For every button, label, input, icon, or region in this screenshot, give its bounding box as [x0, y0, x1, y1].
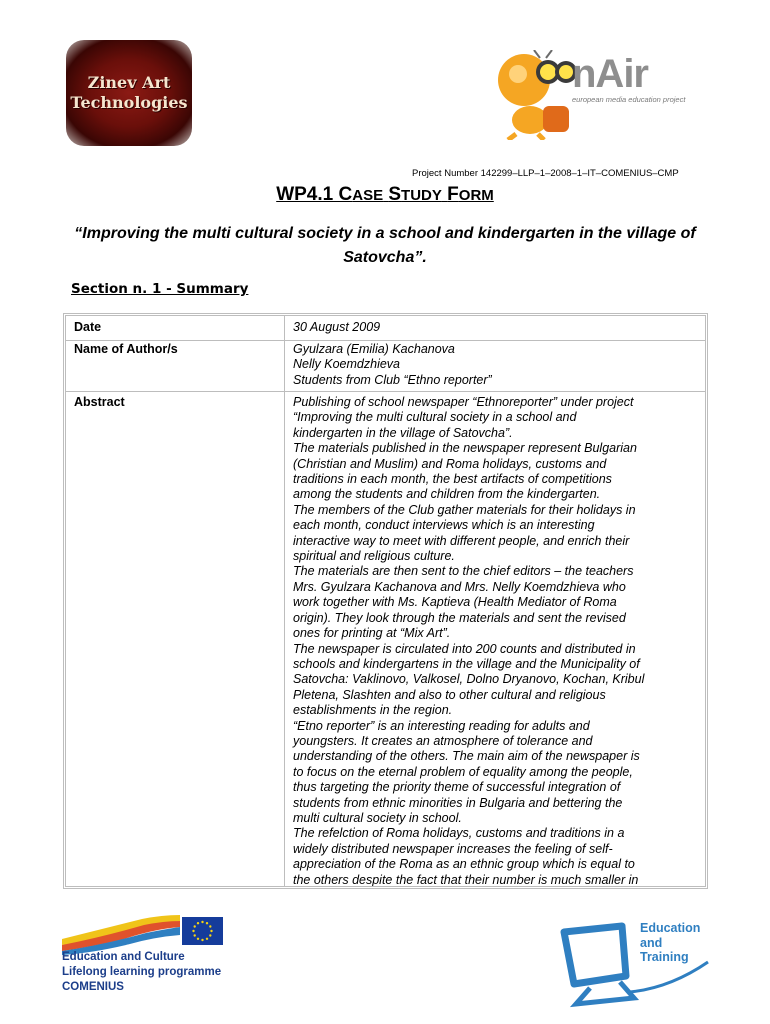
et-line: Training [640, 950, 689, 964]
project-subtitle: “Improving the multi cultural society in a school and kindergarten in the village of Satovcha”. [74, 225, 696, 266]
abstract-line: The materials published in the newspaper represent Bulgarian [293, 441, 637, 456]
zinev-logo-line-2: Technologies [70, 93, 188, 112]
project-number: Project Number 142299–LLP–1–2008–1–IT–COMENIUS–CMP [412, 168, 679, 179]
abstract-line: understanding of the others. The main aim of the newspaper is [293, 749, 640, 764]
abstract-line: each month, conduct interviews which is an interesting [293, 518, 595, 533]
author-list [293, 342, 699, 388]
abstract-line: widely distributed newspaper increases the feeling of self- [293, 841, 613, 856]
abstract-line: kindergarten in the village of Satovcha”. [293, 425, 513, 440]
abstract-line: Pletena, Slashten and also to other cultural and religious [293, 687, 606, 702]
abstract-label: Abstract [74, 395, 125, 409]
summary-table [63, 313, 708, 889]
abstract-line: students from ethnic minorities in Bulgaria and bettering the [293, 795, 623, 810]
title-part: ASE [352, 187, 384, 204]
abstract-line: Publishing of school newspaper “Ethnoreporter” under project [293, 395, 634, 409]
author-name: Students from Club “Ethno reporter” [293, 372, 492, 387]
abstract-text [293, 395, 699, 888]
abstract-line: among the students and children from the kindergarten. [293, 487, 601, 502]
title-part: TUDY [401, 187, 442, 204]
abstract-line: Mrs. Gyulzara Kachanova and Mrs. Nelly Koemdzhieva who [293, 579, 626, 594]
abstract-line: The refelction of Roma holidays, customs and traditions in a [293, 826, 625, 841]
abstract-line: The newspaper is circulated into 200 counts and distributed in [293, 641, 636, 656]
date-value: 30 August 2009 [293, 320, 381, 334]
llp-line: Education and Culture [62, 951, 185, 963]
llp-line: COMENIUS [62, 981, 124, 993]
abstract-line: “Etno reporter” is an interesting reading for adults and [293, 718, 590, 733]
abstract-line: youngsters. It creates an atmosphere of tolerance and [293, 733, 593, 748]
title-part: WP4.1 C [276, 184, 353, 205]
abstract-line: appreciation of the Roma as an ethnic group which is equal to [293, 857, 635, 872]
et-line: Education [640, 921, 701, 935]
abstract-line: thus targeting the priority theme of successful integration of [293, 780, 621, 795]
abstract-line: ones for printing at “Mix Art”. [293, 626, 451, 641]
row-divider [66, 391, 705, 392]
abstract-line: “Improving the multi cultural society in a school and [293, 410, 577, 425]
et-caption [640, 921, 700, 965]
section-heading: Section n. 1 - Summary [71, 281, 249, 297]
form-title [0, 184, 770, 206]
onair-tagline: european media education project [572, 95, 686, 104]
author-name: Nelly Koemdzhieva [293, 357, 400, 372]
abstract-line: schools and kindergartens in the village and the Municipality of [293, 656, 640, 671]
abstract-line: work together with Ms. Kaptieva (Health Mediator of Roma [293, 595, 617, 610]
et-line: and [640, 935, 663, 950]
author-label: Name of Author/s [74, 342, 178, 356]
abstract-line: The materials are then sent to the chief editors – the teachers [293, 564, 634, 579]
eu-flag-icon [182, 917, 223, 945]
onair-wordmark: nAir [572, 52, 648, 96]
zinev-art-logo [66, 40, 192, 146]
abstract-line: origin). They look through the materials and sent the revised [293, 610, 626, 625]
abstract-line: Satovcha: Vaklinovo, Valkosel, Dolno Dryanovo, Kochan, Kribul [293, 672, 645, 687]
abstract-line: spiritual and religious culture. [293, 549, 455, 564]
llp-line: Lifelong learning programme [62, 966, 222, 978]
title-part: F [447, 184, 459, 205]
abstract-line: The members of the Club gather materials for their holidays in [293, 502, 636, 517]
abstract-line: (Christian and Muslim) and Roma holidays, customs and [293, 456, 607, 471]
abstract-line: the others despite the fact that their number is much smaller in [293, 872, 639, 887]
abstract-line: establishments in the region. [293, 703, 453, 718]
abstract-line: multi cultural society in school. [293, 810, 462, 825]
zinev-logo-line-1: Zinev Art [87, 73, 171, 92]
abstract-line: interactive way to meet with different people, and enrich their [293, 533, 630, 548]
author-name: Gyulzara (Emilia) Kachanova [293, 342, 455, 356]
title-part: S [388, 184, 402, 205]
date-label: Date [74, 320, 102, 334]
row-divider [66, 340, 705, 341]
title-part: ORM [458, 187, 494, 204]
column-divider [284, 316, 285, 886]
abstract-line: to focus on the eternal problem of equality among the people, [293, 764, 633, 779]
abstract-line: traditions in each month, the best artifacts of competitions [293, 472, 612, 487]
llp-caption [62, 950, 221, 995]
